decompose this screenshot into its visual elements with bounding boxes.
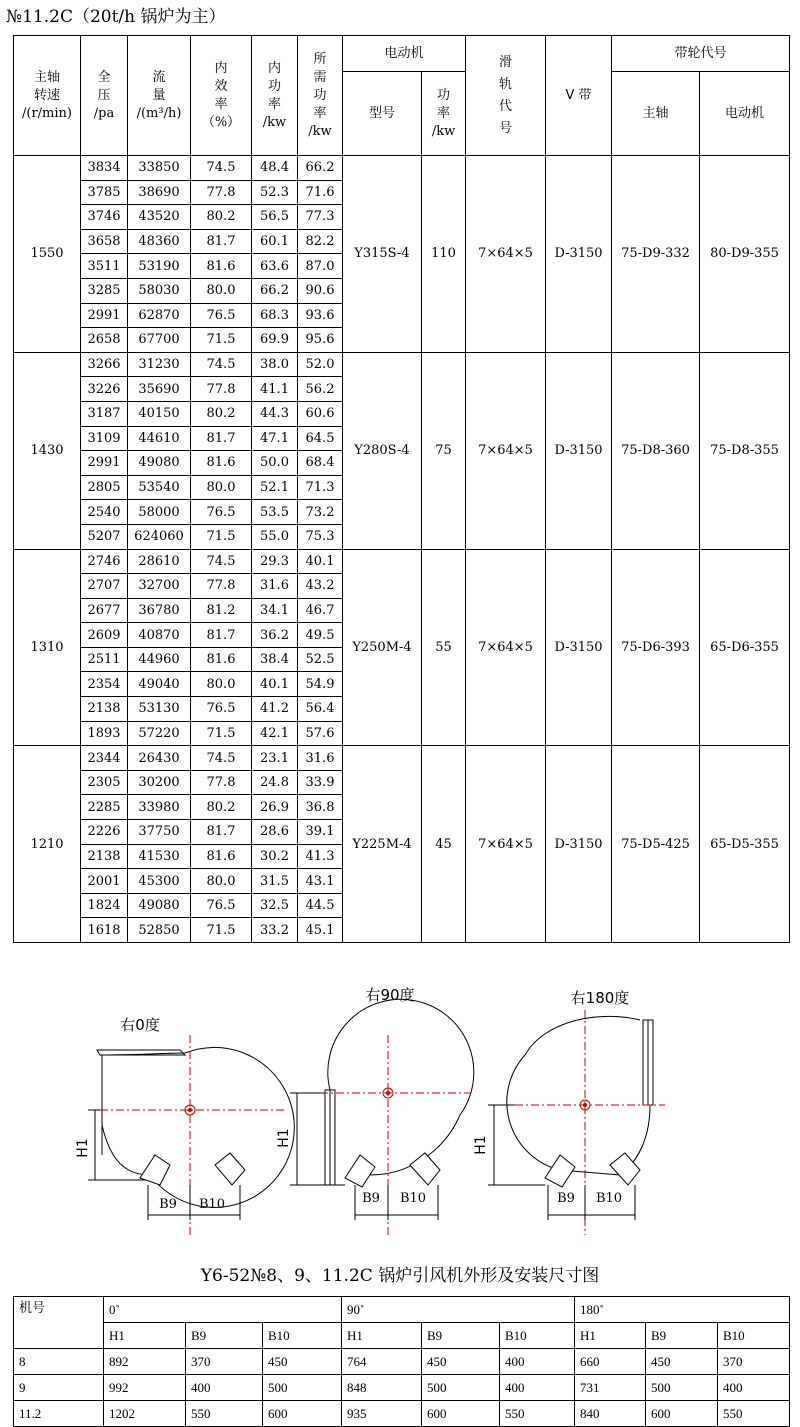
dims-col-b9: B9	[186, 1323, 263, 1349]
cell-inner-power: 34.1	[252, 598, 298, 623]
cell-inner-power: 33.2	[252, 918, 298, 943]
dims-cell-value: 500	[422, 1375, 500, 1401]
cell-efficiency: 76.5	[191, 303, 252, 328]
dims-cell-machine: 8	[14, 1349, 104, 1375]
dims-cell-value: 450	[263, 1349, 342, 1375]
label-h1-0: H1	[75, 1138, 91, 1158]
cell-vbelt: D-3150	[546, 352, 612, 549]
dims-cell-value: 600	[422, 1401, 500, 1427]
label-b9-180: B9	[557, 1191, 575, 1206]
dims-cell-value: 660	[575, 1349, 646, 1375]
dims-col-h1: H1	[575, 1323, 646, 1349]
dims-cell-value: 848	[342, 1375, 422, 1401]
dims-header-angle-180: 180˚	[575, 1297, 790, 1323]
cell-required-power: 41.3	[298, 844, 343, 869]
cell-inner-power: 48.4	[252, 156, 298, 181]
cell-inner-power: 40.1	[252, 672, 298, 697]
dims-cell-value: 935	[342, 1401, 422, 1427]
cell-pressure: 2138	[81, 697, 128, 722]
label-b9-0: B9	[159, 1197, 177, 1212]
cell-pulley-motor: 65-D5-355	[700, 746, 790, 943]
cell-pressure: 2991	[81, 451, 128, 476]
header-motor-model: 型号	[343, 72, 422, 156]
cell-inner-power: 55.0	[252, 524, 298, 549]
page-title: №11.2C（20t/h 锅炉为主）	[6, 7, 226, 27]
header-rail: 滑 轨 代 号	[466, 36, 546, 156]
cell-pulley-main: 75-D5-425	[612, 746, 700, 943]
cell-efficiency: 81.6	[191, 451, 252, 476]
cell-pressure: 2707	[81, 574, 128, 599]
cell-rail: 7×64×5	[466, 352, 546, 549]
cell-required-power: 52.0	[298, 352, 343, 377]
dims-cell-value: 600	[646, 1401, 718, 1427]
cell-required-power: 52.5	[298, 647, 343, 672]
cell-pressure: 2746	[81, 549, 128, 574]
cell-required-power: 31.6	[298, 746, 343, 771]
dims-cell-value: 370	[718, 1349, 790, 1375]
dims-cell-value: 400	[186, 1375, 263, 1401]
cell-pressure: 2609	[81, 623, 128, 648]
cell-speed: 1310	[14, 549, 81, 746]
cell-motor-power: 55	[422, 549, 466, 746]
cell-pressure: 3226	[81, 377, 128, 402]
label-right-180: 右180度	[570, 989, 630, 1007]
fan-right-180-degree	[473, 989, 665, 1235]
dims-header-angle-0: 0˚	[104, 1297, 342, 1323]
cell-required-power: 93.6	[298, 303, 343, 328]
cell-inner-power: 66.2	[252, 278, 298, 303]
header-efficiency: 内 效 率 （%）	[191, 36, 252, 156]
cell-inner-power: 31.5	[252, 869, 298, 894]
cell-flow: 43520	[128, 205, 191, 230]
cell-flow: 37750	[128, 820, 191, 845]
dims-cell-machine: 9	[14, 1375, 104, 1401]
dims-col-b10: B10	[263, 1323, 342, 1349]
header-inner-power: 内 功 率 /kw	[252, 36, 298, 156]
dims-col-b9: B9	[422, 1323, 500, 1349]
header-pressure: 全 压 /pa	[81, 36, 128, 156]
cell-flow: 40150	[128, 401, 191, 426]
cell-efficiency: 80.0	[191, 278, 252, 303]
cell-motor-power: 110	[422, 156, 466, 353]
cell-speed: 1210	[14, 746, 81, 943]
cell-motor-power: 45	[422, 746, 466, 943]
cell-efficiency: 80.2	[191, 401, 252, 426]
cell-required-power: 45.1	[298, 918, 343, 943]
cell-efficiency: 77.8	[191, 377, 252, 402]
cell-required-power: 64.5	[298, 426, 343, 451]
header-motor-power: 功 率 /kw	[422, 72, 466, 156]
dimension-body	[14, 1349, 790, 1427]
cell-inner-power: 38.4	[252, 647, 298, 672]
performance-table	[13, 35, 790, 943]
dims-cell-value: 600	[263, 1401, 342, 1427]
label-b9-90: B9	[362, 1191, 380, 1206]
cell-efficiency: 81.7	[191, 820, 252, 845]
cell-motor-model: Y280S-4	[343, 352, 422, 549]
cell-inner-power: 60.1	[252, 229, 298, 254]
cell-efficiency: 76.5	[191, 500, 252, 525]
cell-inner-power: 68.3	[252, 303, 298, 328]
cell-efficiency: 71.5	[191, 721, 252, 746]
table-row	[14, 156, 790, 181]
header-motor: 电动机	[343, 36, 466, 72]
fan-orientation-diagram	[0, 975, 800, 1235]
dims-cell-value: 550	[186, 1401, 263, 1427]
cell-efficiency: 81.2	[191, 598, 252, 623]
header-pulley-main: 主轴	[612, 72, 700, 156]
cell-flow: 57220	[128, 721, 191, 746]
cell-inner-power: 38.0	[252, 352, 298, 377]
label-b10-0: B10	[198, 1197, 226, 1212]
dims-cell-value: 731	[575, 1375, 646, 1401]
cell-flow: 41530	[128, 844, 191, 869]
cell-motor-model: Y225M-4	[343, 746, 422, 943]
cell-efficiency: 76.5	[191, 893, 252, 918]
cell-efficiency: 77.8	[191, 180, 252, 205]
dims-cell-value: 892	[104, 1349, 186, 1375]
cell-required-power: 68.4	[298, 451, 343, 476]
table-row	[14, 746, 790, 771]
cell-required-power: 39.1	[298, 820, 343, 845]
cell-vbelt: D-3150	[546, 549, 612, 746]
cell-inner-power: 69.9	[252, 328, 298, 353]
cell-inner-power: 24.8	[252, 770, 298, 795]
cell-efficiency: 80.2	[191, 205, 252, 230]
cell-efficiency: 74.5	[191, 156, 252, 181]
cell-flow: 33850	[128, 156, 191, 181]
cell-pressure: 3511	[81, 254, 128, 279]
cell-flow: 624060	[128, 524, 191, 549]
label-h1-180: H1	[473, 1135, 489, 1155]
cell-pressure: 5207	[81, 524, 128, 549]
cell-flow: 62870	[128, 303, 191, 328]
cell-required-power: 77.3	[298, 205, 343, 230]
cell-pulley-motor: 80-D9-355	[700, 156, 790, 353]
cell-efficiency: 77.8	[191, 574, 252, 599]
dims-cell-value: 450	[646, 1349, 718, 1375]
label-h1-90: H1	[276, 1128, 292, 1148]
dims-cell-value: 550	[500, 1401, 575, 1427]
cell-flow: 49080	[128, 893, 191, 918]
cell-efficiency: 76.5	[191, 697, 252, 722]
cell-inner-power: 53.5	[252, 500, 298, 525]
dims-header-angle-90: 90˚	[342, 1297, 575, 1323]
cell-pressure: 2001	[81, 869, 128, 894]
cell-efficiency: 71.5	[191, 328, 252, 353]
cell-required-power: 66.2	[298, 156, 343, 181]
cell-inner-power: 41.2	[252, 697, 298, 722]
header-vbelt: V 带	[546, 36, 612, 156]
cell-speed: 1550	[14, 156, 81, 353]
cell-speed: 1430	[14, 352, 81, 549]
cell-pressure: 3187	[81, 401, 128, 426]
dims-col-h1: H1	[342, 1323, 422, 1349]
dims-cell-value: 764	[342, 1349, 422, 1375]
cell-required-power: 36.8	[298, 795, 343, 820]
cell-inner-power: 36.2	[252, 623, 298, 648]
dims-cell-value: 370	[186, 1349, 263, 1375]
cell-pressure: 2540	[81, 500, 128, 525]
cell-efficiency: 81.7	[191, 623, 252, 648]
cell-flow: 58000	[128, 500, 191, 525]
fan-right-0-degree	[75, 1016, 294, 1235]
cell-pressure: 3285	[81, 278, 128, 303]
cell-inner-power: 30.2	[252, 844, 298, 869]
cell-flow: 28610	[128, 549, 191, 574]
cell-required-power: 71.6	[298, 180, 343, 205]
dimension-table	[13, 1296, 790, 1427]
cell-efficiency: 80.0	[191, 869, 252, 894]
cell-efficiency: 80.0	[191, 672, 252, 697]
cell-inner-power: 50.0	[252, 451, 298, 476]
cell-vbelt: D-3150	[546, 156, 612, 353]
cell-pulley-main: 75-D8-360	[612, 352, 700, 549]
dims-cell-value: 840	[575, 1401, 646, 1427]
label-b10-90: B10	[399, 1191, 427, 1206]
cell-required-power: 43.2	[298, 574, 343, 599]
dims-col-b9: B9	[646, 1323, 718, 1349]
cell-flow: 53130	[128, 697, 191, 722]
dims-header-machine: 机号	[14, 1297, 104, 1349]
dims-cell-value: 992	[104, 1375, 186, 1401]
label-b10-180: B10	[595, 1191, 623, 1206]
header-required-power: 所 需 功 率 /kw	[298, 36, 343, 156]
cell-flow: 53540	[128, 475, 191, 500]
cell-flow: 49040	[128, 672, 191, 697]
label-right-90: 右90度	[365, 986, 415, 1004]
cell-inner-power: 44.3	[252, 401, 298, 426]
dims-row	[14, 1401, 790, 1427]
dims-cell-value: 450	[422, 1349, 500, 1375]
cell-flow: 53190	[128, 254, 191, 279]
cell-pressure: 2354	[81, 672, 128, 697]
cell-flow: 33980	[128, 795, 191, 820]
cell-rail: 7×64×5	[466, 549, 546, 746]
cell-inner-power: 29.3	[252, 549, 298, 574]
dims-cell-value: 550	[718, 1401, 790, 1427]
cell-pressure: 2285	[81, 795, 128, 820]
cell-inner-power: 52.1	[252, 475, 298, 500]
cell-rail: 7×64×5	[466, 746, 546, 943]
cell-efficiency: 71.5	[191, 524, 252, 549]
cell-required-power: 33.9	[298, 770, 343, 795]
header-pulley-motor: 电动机	[700, 72, 790, 156]
cell-required-power: 40.1	[298, 549, 343, 574]
cell-efficiency: 74.5	[191, 549, 252, 574]
dims-cell-value: 500	[263, 1375, 342, 1401]
cell-inner-power: 41.1	[252, 377, 298, 402]
cell-pressure: 3109	[81, 426, 128, 451]
cell-pressure: 3746	[81, 205, 128, 230]
cell-required-power: 49.5	[298, 623, 343, 648]
cell-pressure: 2305	[81, 770, 128, 795]
cell-pressure: 1618	[81, 918, 128, 943]
cell-pressure: 2511	[81, 647, 128, 672]
cell-inner-power: 63.6	[252, 254, 298, 279]
dims-cell-value: 1202	[104, 1401, 186, 1427]
cell-pressure: 2991	[81, 303, 128, 328]
cell-required-power: 60.6	[298, 401, 343, 426]
cell-required-power: 46.7	[298, 598, 343, 623]
cell-flow: 32700	[128, 574, 191, 599]
fan-right-90-degree	[276, 986, 474, 1235]
cell-pressure: 3834	[81, 156, 128, 181]
cell-required-power: 75.3	[298, 524, 343, 549]
cell-flow: 58030	[128, 278, 191, 303]
cell-pulley-motor: 65-D6-355	[700, 549, 790, 746]
cell-flow: 36780	[128, 598, 191, 623]
cell-required-power: 90.6	[298, 278, 343, 303]
cell-efficiency: 81.7	[191, 426, 252, 451]
cell-required-power: 71.3	[298, 475, 343, 500]
header-flow: 流 量 /(m³/h)	[128, 36, 191, 156]
cell-inner-power: 31.6	[252, 574, 298, 599]
cell-required-power: 57.6	[298, 721, 343, 746]
cell-required-power: 56.2	[298, 377, 343, 402]
cell-pressure: 1824	[81, 893, 128, 918]
cell-efficiency: 77.8	[191, 770, 252, 795]
cell-required-power: 56.4	[298, 697, 343, 722]
dims-row	[14, 1375, 790, 1401]
cell-flow: 40870	[128, 623, 191, 648]
dims-col-h1: H1	[104, 1323, 186, 1349]
cell-flow: 35690	[128, 377, 191, 402]
cell-flow: 44610	[128, 426, 191, 451]
cell-flow: 48360	[128, 229, 191, 254]
cell-required-power: 87.0	[298, 254, 343, 279]
cell-required-power: 44.5	[298, 893, 343, 918]
cell-pressure: 2658	[81, 328, 128, 353]
cell-pulley-main: 75-D9-332	[612, 156, 700, 353]
cell-inner-power: 26.9	[252, 795, 298, 820]
dims-row	[14, 1349, 790, 1375]
cell-flow: 45300	[128, 869, 191, 894]
cell-required-power: 43.1	[298, 869, 343, 894]
cell-pressure: 2677	[81, 598, 128, 623]
cell-efficiency: 71.5	[191, 918, 252, 943]
cell-efficiency: 80.0	[191, 475, 252, 500]
cell-efficiency: 81.7	[191, 229, 252, 254]
table-row	[14, 352, 790, 377]
cell-rail: 7×64×5	[466, 156, 546, 353]
cell-inner-power: 56.5	[252, 205, 298, 230]
cell-pressure: 3658	[81, 229, 128, 254]
cell-efficiency: 80.2	[191, 795, 252, 820]
cell-inner-power: 32.5	[252, 893, 298, 918]
performance-body	[14, 156, 790, 943]
cell-motor-model: Y315S-4	[343, 156, 422, 353]
dims-cell-value: 400	[500, 1349, 575, 1375]
cell-motor-model: Y250M-4	[343, 549, 422, 746]
dims-col-b10: B10	[718, 1323, 790, 1349]
cell-pressure: 3266	[81, 352, 128, 377]
cell-pulley-main: 75-D6-393	[612, 549, 700, 746]
cell-inner-power: 23.1	[252, 746, 298, 771]
cell-flow: 67700	[128, 328, 191, 353]
cell-motor-power: 75	[422, 352, 466, 549]
cell-pressure: 1893	[81, 721, 128, 746]
cell-efficiency: 81.6	[191, 254, 252, 279]
cell-pressure: 2344	[81, 746, 128, 771]
diagram-subtitle: Y6-52№8、9、11.2C 锅炉引风机外形及安装尺寸图	[200, 1266, 600, 1286]
cell-flow: 30200	[128, 770, 191, 795]
cell-flow: 52850	[128, 918, 191, 943]
cell-pressure: 3785	[81, 180, 128, 205]
cell-flow: 38690	[128, 180, 191, 205]
cell-efficiency: 81.6	[191, 647, 252, 672]
dims-cell-value: 500	[646, 1375, 718, 1401]
cell-efficiency: 74.5	[191, 746, 252, 771]
label-right-0: 右0度	[120, 1016, 160, 1034]
cell-flow: 44960	[128, 647, 191, 672]
table-row	[14, 549, 790, 574]
dims-cell-value: 400	[718, 1375, 790, 1401]
cell-inner-power: 52.3	[252, 180, 298, 205]
header-speed: 主轴 转速 /(r/min)	[14, 36, 81, 156]
cell-pulley-motor: 75-D8-355	[700, 352, 790, 549]
cell-vbelt: D-3150	[546, 746, 612, 943]
cell-pressure: 2226	[81, 820, 128, 845]
cell-inner-power: 28.6	[252, 820, 298, 845]
header-pulley: 带轮代号	[612, 36, 790, 72]
cell-flow: 31230	[128, 352, 191, 377]
cell-required-power: 73.2	[298, 500, 343, 525]
cell-required-power: 95.6	[298, 328, 343, 353]
dims-cell-machine: 11.2	[14, 1401, 104, 1427]
cell-pressure: 2138	[81, 844, 128, 869]
cell-flow: 49080	[128, 451, 191, 476]
cell-efficiency: 74.5	[191, 352, 252, 377]
cell-efficiency: 81.6	[191, 844, 252, 869]
cell-inner-power: 47.1	[252, 426, 298, 451]
cell-required-power: 82.2	[298, 229, 343, 254]
dims-col-b10: B10	[500, 1323, 575, 1349]
cell-pressure: 2805	[81, 475, 128, 500]
cell-inner-power: 42.1	[252, 721, 298, 746]
cell-flow: 26430	[128, 746, 191, 771]
dims-cell-value: 400	[500, 1375, 575, 1401]
cell-required-power: 54.9	[298, 672, 343, 697]
